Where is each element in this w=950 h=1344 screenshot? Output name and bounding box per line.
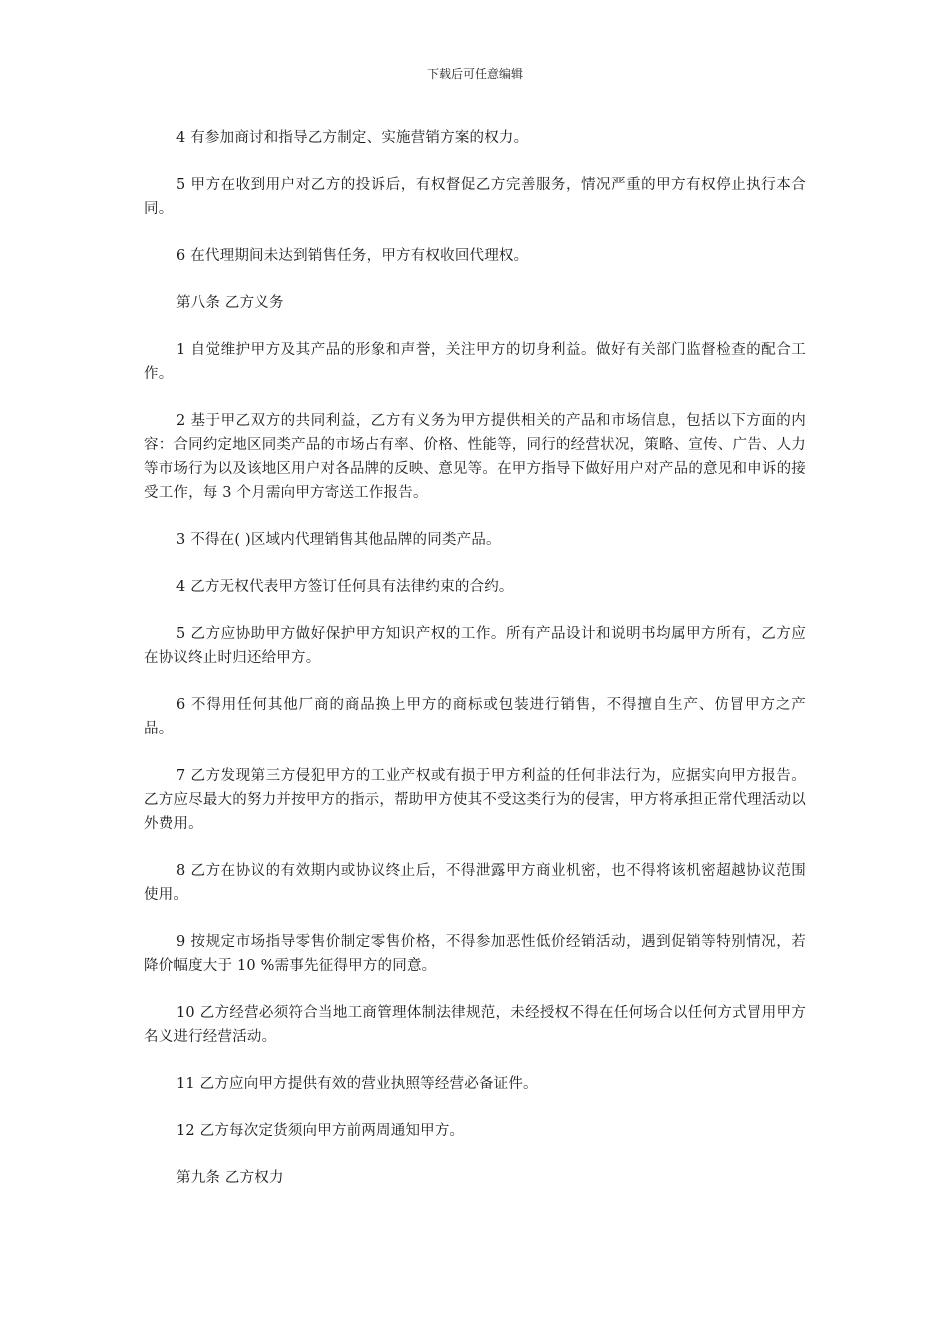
clause-paragraph: 7 乙方发现第三方侵犯甲方的工业产权或有损于甲方利益的任何非法行为，应据实向甲方报告。乙方应尽最大的努力并按甲方的指示，帮助甲方使其不受这类行为的侵害，甲方将承担正常代理活动以外费用。	[144, 768, 806, 832]
clause-paragraph: 5 乙方应协助甲方做好保护甲方知识产权的工作。所有产品设计和说明书均属甲方所有，乙方应在协议终止时归还给甲方。	[144, 626, 806, 666]
clause-paragraph: 5 甲方在收到用户对乙方的投诉后，有权督促乙方完善服务，情况严重的甲方有权停止执行本合同。	[144, 177, 806, 217]
clause-paragraph: 4 有参加商讨和指导乙方制定、实施营销方案的权力。	[176, 130, 529, 146]
clause-paragraph: 4 乙方无权代表甲方签订任何具有法律约束的合约。	[176, 579, 514, 595]
clause-paragraph: 9 按规定市场指导零售价制定零售价格，不得参加恶性低价经销活动，遇到促销等特别情况，若降价幅度大于 10 %需事先征得甲方的同意。	[144, 934, 806, 974]
clause-paragraph: 11 乙方应向甲方提供有效的营业执照等经营必备证件。	[176, 1076, 538, 1092]
clause-paragraph: 8 乙方在协议的有效期内或协议终止后，不得泄露甲方商业机密，也不得将该机密超越协议范围使用。	[144, 863, 806, 903]
document-body	[144, 126, 806, 1213]
clause-paragraph: 10 乙方经营必须符合当地工商管理体制法律规范，未经授权不得在任何场合以任何方式冒用甲方名义进行经营活动。	[144, 1005, 806, 1045]
clause-paragraph: 3 不得在( )区域内代理销售其他品牌的同类产品。	[176, 532, 501, 548]
clause-paragraph: 6 不得用任何其他厂商的商品换上甲方的商标或包装进行销售，不得擅自生产、仿冒甲方之产品。	[144, 697, 806, 737]
article-heading: 第八条 乙方义务	[176, 295, 284, 311]
clause-paragraph: 12 乙方每次定货须向甲方前两周通知甲方。	[176, 1123, 465, 1139]
article-heading: 第九条 乙方权力	[176, 1170, 284, 1186]
clause-paragraph: 6 在代理期间未达到销售任务，甲方有权收回代理权。	[176, 248, 529, 264]
page-header: 下载后可任意编辑	[426, 67, 523, 81]
clause-paragraph: 1 自觉维护甲方及其产品的形象和声誉，关注甲方的切身利益。做好有关部门监督检查的配合工作。	[144, 342, 806, 382]
clause-paragraph: 2 基于甲乙双方的共同利益，乙方有义务为甲方提供相关的产品和市场信息，包括以下方面的内容：合同约定地区同类产品的市场占有率、价格、性能等，同行的经营状况，策略、宣传、广告、人力等市场行为以及该地区用户对各品牌的反映、意见等。在甲方指导下做好用户对产品的意见和申诉的接受工作，每 3 个月需向甲方寄送工作报告。	[144, 413, 806, 501]
